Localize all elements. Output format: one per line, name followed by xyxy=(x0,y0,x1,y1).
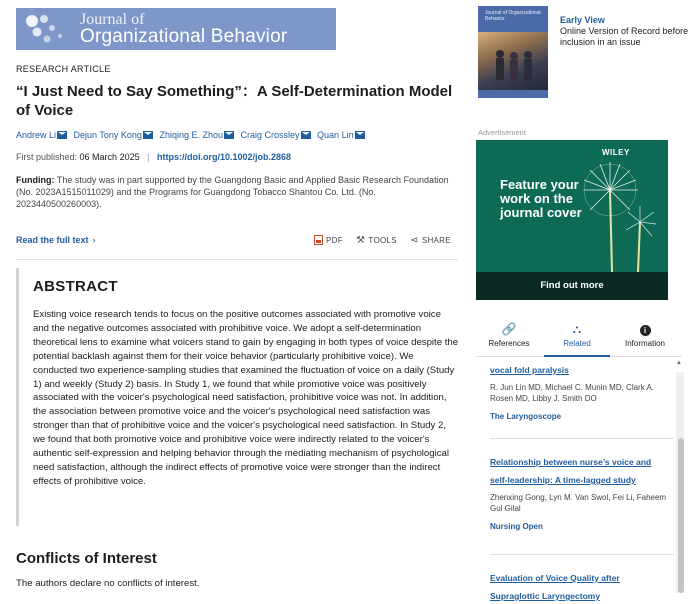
author-link[interactable]: Andrew Li xyxy=(16,130,57,140)
tab-related[interactable] xyxy=(544,315,610,357)
tools-label: TOOLS xyxy=(368,236,397,245)
early-view-text: Online Version of Record before inclusion in an issue xyxy=(560,26,689,47)
published-date: 06 March 2025 xyxy=(79,152,140,162)
email-icon[interactable] xyxy=(224,131,234,139)
related-article-authors: R. Jun Lin MD, Michael C. Munin MD, Clark A. Rosen MD, Libby J. Smith DO xyxy=(490,383,655,403)
find-out-more-button[interactable]: Find out more xyxy=(476,272,668,300)
pdf-label: PDF xyxy=(326,236,343,245)
related-article-title[interactable]: vocal fold paralysis xyxy=(490,365,569,375)
tools-button[interactable] xyxy=(356,235,397,246)
read-full-text-link[interactable] xyxy=(16,235,96,245)
abstract-section xyxy=(16,268,458,526)
advertisement-label: Advertisement xyxy=(478,128,526,137)
early-view-heading[interactable]: Early View xyxy=(560,15,605,25)
cover-title: Journal of Organizational Behavior xyxy=(485,10,541,22)
related-article-journal: The Laryngoscope xyxy=(490,412,562,421)
chevron-right-icon: › xyxy=(92,235,96,245)
separator: | xyxy=(147,152,150,162)
list-item xyxy=(490,568,670,604)
wrench-icon: ⚒ xyxy=(356,235,366,246)
network-icon: ⛬ xyxy=(572,322,582,336)
email-icon[interactable] xyxy=(143,131,153,139)
link-icon: 🔗 xyxy=(501,322,517,336)
journal-logo-icon xyxy=(22,12,70,46)
author-link[interactable]: Dejun Tony Kong xyxy=(73,130,142,140)
info-icon: i xyxy=(612,319,678,339)
related-articles-list xyxy=(482,358,682,601)
funding-text: The study was in part supported by the Guangdong Basic and Applied Basic Research Foundation (No. 2023A1515011029) and the Programs for Guangdong Tobacco Shantou Co. Ltd. (No. 2023440500260003). xyxy=(16,175,449,209)
conflicts-text: The authors declare no conflicts of interest. xyxy=(16,578,200,589)
divider xyxy=(16,259,458,260)
divider xyxy=(490,438,674,439)
related-article-journal: Nursing Open xyxy=(490,522,543,531)
wiley-logo: WILEY xyxy=(602,148,630,157)
tab-related-label: Related xyxy=(563,339,591,348)
people-icon xyxy=(488,46,538,86)
journal-name-line1: Journal of xyxy=(80,11,145,28)
author-list xyxy=(16,130,466,140)
email-icon[interactable] xyxy=(355,131,365,139)
related-article-title[interactable]: Relationship between nurse’s voice and self-leadership: A time-lagged study xyxy=(490,457,652,485)
tab-information-label: Information xyxy=(624,339,666,348)
scrollbar-thumb[interactable] xyxy=(678,438,684,593)
ad-headline: Feature your work on the journal cover xyxy=(500,177,582,220)
article-type: RESEARCH ARTICLE xyxy=(16,64,111,74)
advertisement-banner[interactable] xyxy=(476,140,668,300)
early-view-info xyxy=(560,15,690,48)
journal-banner[interactable] xyxy=(16,8,336,50)
tab-information[interactable] xyxy=(612,315,678,357)
sidebar xyxy=(470,0,692,601)
doi-link[interactable]: https://doi.org/10.1002/job.2868 xyxy=(156,152,292,162)
list-item xyxy=(490,452,670,531)
pdf-icon xyxy=(314,235,323,245)
share-icon: ⋖ xyxy=(410,235,419,246)
abstract-heading: ABSTRACT xyxy=(33,278,118,295)
share-label: SHARE xyxy=(421,236,451,245)
abstract-text: Existing voice research tends to focus on the positive outcomes associated with promotive voice and the negative outcomes associated with prohibitive voice. We adopt a self-determination theoretical lens to examine what voicers stand to gain by engaging in both types of voice despite the potential backlash against them for their voice behavior (particularly prohibitive voice). We conducted two experience-sampling studies that examined the fluctuation of voice on a daily (Study 1) and weekly (Study 2) basis. In Study 1, we found that while promotive voice was positively associated with the voicer's psychological need satisfaction, prohibitive voice was not. In addition, the association between promotive voice and the voicer's psychological need satisfaction was stronger than that of prohibitive voice and the voicer's psychological need satisfaction. In Study 2, we found that both promotive voice and prohibitive voice were indirectly related to the voicer's authentic self-expression and helping behavior through the mediating mechanism of psychological need satisfaction, although the indirect effects of promotive voice were stronger than the indirect effects of prohibitive voice. xyxy=(33,309,459,487)
journal-name-line2: Organizational Behavior xyxy=(80,26,288,47)
related-article-authors: Zhenxing Gong, Lyn M. Van Swol, Fei Li, Faheem Gul Gilal xyxy=(490,493,667,513)
share-button[interactable] xyxy=(410,235,451,246)
funding-statement xyxy=(16,174,456,210)
publication-info xyxy=(16,152,291,162)
funding-label: Funding: xyxy=(16,175,55,185)
email-icon[interactable] xyxy=(301,131,311,139)
email-icon[interactable] xyxy=(57,131,67,139)
published-label: First published: xyxy=(16,152,78,162)
author-link[interactable]: Quan Lin xyxy=(317,130,354,140)
article-actions xyxy=(314,235,462,246)
list-item xyxy=(490,360,670,421)
divider xyxy=(490,554,674,555)
author-link[interactable]: Craig Crossley xyxy=(240,130,300,140)
tab-references-label: References xyxy=(488,339,530,348)
pdf-button[interactable] xyxy=(314,235,343,245)
sidebar-tabs xyxy=(476,315,682,357)
scroll-up-icon[interactable]: ▲ xyxy=(676,360,682,366)
article-title: “I Just Need to Say Something”：A Self-Determination Model of Voice xyxy=(16,83,453,119)
conflicts-heading: Conflicts of Interest xyxy=(16,550,157,567)
related-article-title[interactable]: Evaluation of Voice Quality after Supraglottic Laryngectomy xyxy=(490,573,620,601)
author-link[interactable]: Zhiqing E. Zhou xyxy=(159,130,223,140)
read-full-text-label: Read the full text xyxy=(16,235,89,245)
journal-cover-thumbnail[interactable] xyxy=(478,6,548,98)
tab-references[interactable] xyxy=(476,315,542,357)
